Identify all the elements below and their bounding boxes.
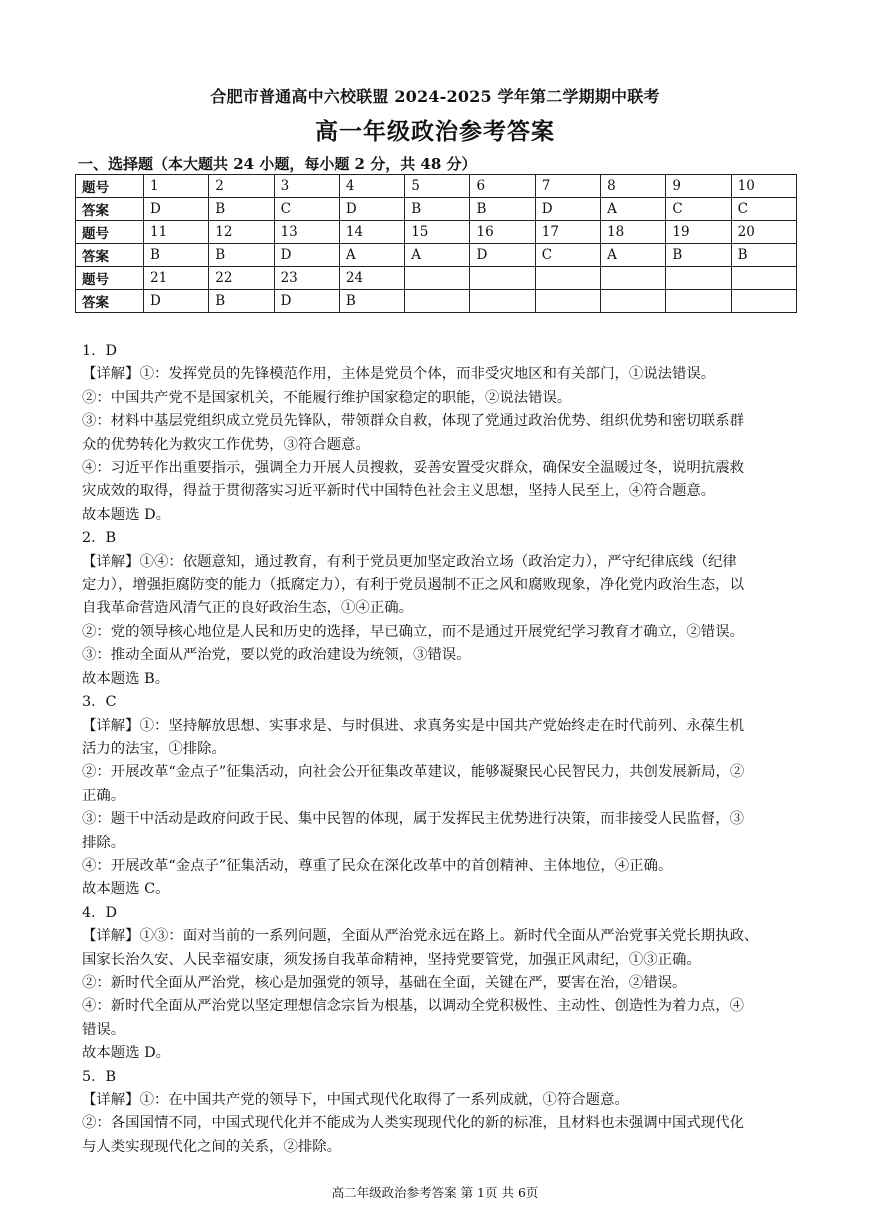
row-label: 答案: [76, 198, 144, 221]
answer-cell: C: [731, 198, 796, 221]
text-line: 【详解】①：坚持解放思想、实事求是、与时俱进、求真务实是中国共产党始终走在时代前列、永葆生机: [82, 717, 744, 734]
text-line: 4．D: [82, 904, 118, 921]
text-line: 活力的法宝，①排除。: [82, 740, 226, 757]
answer-cell: C: [274, 198, 339, 221]
answer-cell: [666, 290, 731, 313]
text-line: 错误。: [82, 1021, 126, 1038]
text-line: 3．C: [82, 694, 117, 711]
answer-cell: B: [666, 244, 731, 267]
text-line: 灾成效的取得，得益于贯彻落实习近平新时代中国特色社会主义思想，坚持人民至上，④符合题意。: [82, 483, 716, 500]
answer-cell: B: [405, 198, 470, 221]
question-number-cell: [666, 267, 731, 290]
answer-cell: B: [209, 290, 274, 313]
text-line: 2．B: [82, 530, 117, 547]
table-row-answers: [76, 244, 797, 267]
text-line: ②：开展改革“金点子”征集活动，向社会公开征集改革建议，能够凝聚民心民智民力，共创发展新局，②: [82, 764, 745, 781]
text-line: 故本题选 B。: [82, 670, 170, 687]
answer-cell: B: [339, 290, 404, 313]
question-number-cell: 4: [339, 175, 404, 198]
question-number-cell: 21: [144, 267, 209, 290]
answer-cell: C: [666, 198, 731, 221]
text-line: 【详解】①④：依题意知，通过教育，有利于党员更加坚定政治立场（政治定力），严守纪律底线（纪律: [82, 553, 737, 570]
answer-cell: D: [339, 198, 404, 221]
answer-cell: D: [144, 290, 209, 313]
answer-cell: [405, 290, 470, 313]
question-number-cell: 15: [405, 221, 470, 244]
row-label: 题号: [76, 267, 144, 290]
text-line: 故本题选 C。: [82, 881, 170, 898]
text-line: 【详解】①③：面对当前的一系列问题，全面从严治党永远在路上。新时代全面从严治党事关党长期执政、: [82, 928, 759, 945]
question-number-cell: 5: [405, 175, 470, 198]
answer-cell: D: [144, 198, 209, 221]
text-line: 国家长治久安、人民幸福安康，须发扬自我革命精神，坚持党要管党，加强正风肃纪，①③正确。: [82, 951, 701, 968]
text-line: 正确。: [82, 787, 126, 804]
question-number-cell: [731, 267, 796, 290]
text-line: 故本题选 D。: [82, 506, 171, 523]
question-number-cell: 1: [144, 175, 209, 198]
question-number-cell: 13: [274, 221, 339, 244]
answer-cell: D: [535, 198, 600, 221]
text-line: ②：各国国情不同，中国式现代化并不能成为人类实现现代化的新的标准，且材料也未强调中国式现代化: [82, 1115, 744, 1132]
explanations: [82, 340, 794, 1159]
table-row-numbers: [76, 267, 797, 290]
document-subtitle: 高一年级政治参考答案: [315, 118, 555, 145]
row-label: 题号: [76, 221, 144, 244]
answer-cell: C: [535, 244, 600, 267]
answer-cell: [535, 290, 600, 313]
question-number-cell: 2: [209, 175, 274, 198]
answer-cell: [731, 290, 796, 313]
table-row-answers: [76, 290, 797, 313]
document-title: 合肥市普通高中六校联盟 2024-2025 学年第二学期期中联考: [210, 87, 660, 106]
table-row-numbers: [76, 175, 797, 198]
question-number-cell: 20: [731, 221, 796, 244]
text-line: 自我革命营造风清气正的良好政治生态，①④正确。: [82, 600, 413, 617]
text-line: 众的优势转化为救灾工作优势，③符合题意。: [82, 436, 370, 453]
answer-cell: D: [470, 244, 535, 267]
row-label: 题号: [76, 175, 144, 198]
text-line: 与人类实现现代化之间的关系，②排除。: [82, 1138, 342, 1155]
question-number-cell: 8: [601, 175, 666, 198]
question-number-cell: 16: [470, 221, 535, 244]
answer-cell: D: [274, 244, 339, 267]
answer-cell: [601, 290, 666, 313]
question-number-cell: 9: [666, 175, 731, 198]
row-label: 答案: [76, 290, 144, 313]
text-line: 5．B: [82, 1068, 117, 1085]
question-number-cell: 18: [601, 221, 666, 244]
text-line: ③：材料中基层党组织成立党员先锋队，带领群众自救，体现了党通过政治优势、组织优势和密切联系群: [82, 413, 744, 430]
text-line: 排除。: [82, 834, 126, 851]
text-line: ④：开展改革“金点子”征集活动，尊重了民众在深化改革中的首创精神、主体地位，④正确。: [82, 857, 673, 874]
question-number-cell: 22: [209, 267, 274, 290]
answer-cell: B: [470, 198, 535, 221]
text-line: ②：党的领导核心地位是人民和历史的选择，早已确立，而不是通过开展党纪学习教育才确立，②错误。: [82, 623, 744, 640]
text-line: 【详解】①：在中国共产党的领导下，中国式现代化取得了一系列成就，①符合题意。: [82, 1092, 629, 1108]
text-line: ②：中国共产党不是国家机关，不能履行维护国家稳定的职能，②说法错误。: [82, 389, 572, 406]
answer-cell: A: [601, 198, 666, 221]
answer-cell: B: [209, 198, 274, 221]
question-number-cell: 14: [339, 221, 404, 244]
text-line: 1．D: [82, 343, 118, 359]
page-footer: 高二年级政治参考答案 第 1页 共 6页: [331, 1185, 539, 1200]
question-number-cell: 6: [470, 175, 535, 198]
question-number-cell: 19: [666, 221, 731, 244]
table-row-answers: [76, 198, 797, 221]
answer-cell: A: [405, 244, 470, 267]
text-line: 故本题选 D。: [82, 1045, 171, 1062]
question-number-cell: [601, 267, 666, 290]
question-number-cell: [470, 267, 535, 290]
text-line: 定力），增强拒腐防变的能力（抵腐定力），有利于党员遏制不正之风和腐败现象，净化党内政治生态，以: [82, 577, 744, 594]
question-number-cell: [405, 267, 470, 290]
question-number-cell: 3: [274, 175, 339, 198]
text-line: ③：推动全面从严治党，要以党的政治建设为统领，③错误。: [82, 647, 471, 664]
answer-cell: D: [274, 290, 339, 313]
question-number-cell: 11: [144, 221, 209, 244]
answer-cell: B: [209, 244, 274, 267]
text-line: ④：新时代全面从严治党以坚定理想信念宗旨为根基，以调动全党积极性、主动性、创造性为着力点，④: [82, 998, 744, 1015]
text-line: ②：新时代全面从严治党，核心是加强党的领导，基础在全面，关键在严，要害在治，②错误。: [82, 974, 687, 991]
text-line: ③：题干中活动是政府问政于民、集中民智的体现，属于发挥民主优势进行决策，而非接受人民监督，③: [82, 811, 744, 828]
row-label: 答案: [76, 244, 144, 267]
text-line: ④：习近平作出重要指示，强调全力开展人员搜救，妥善安置受灾群众，确保安全温暖过冬，说明抗震救: [82, 460, 744, 477]
question-number-cell: 23: [274, 267, 339, 290]
question-number-cell: [535, 267, 600, 290]
answer-cell: A: [339, 244, 404, 267]
table-row-numbers: [76, 221, 797, 244]
answer-cell: B: [144, 244, 209, 267]
answer-table: [75, 174, 797, 313]
answer-cell: [470, 290, 535, 313]
text-line: 【详解】①：发挥党员的先锋模范作用，主体是党员个体，而非受灾地区和有关部门，①说法错误。: [82, 366, 716, 383]
answer-cell: B: [731, 244, 796, 267]
question-number-cell: 7: [535, 175, 600, 198]
question-number-cell: 17: [535, 221, 600, 244]
answer-cell: A: [601, 244, 666, 267]
question-number-cell: 10: [731, 175, 796, 198]
question-number-cell: 12: [209, 221, 274, 244]
question-number-cell: 24: [339, 267, 404, 290]
section-heading: 一、选择题（本大题共 24 小题，每小题 2 分，共 48 分）: [78, 155, 477, 173]
